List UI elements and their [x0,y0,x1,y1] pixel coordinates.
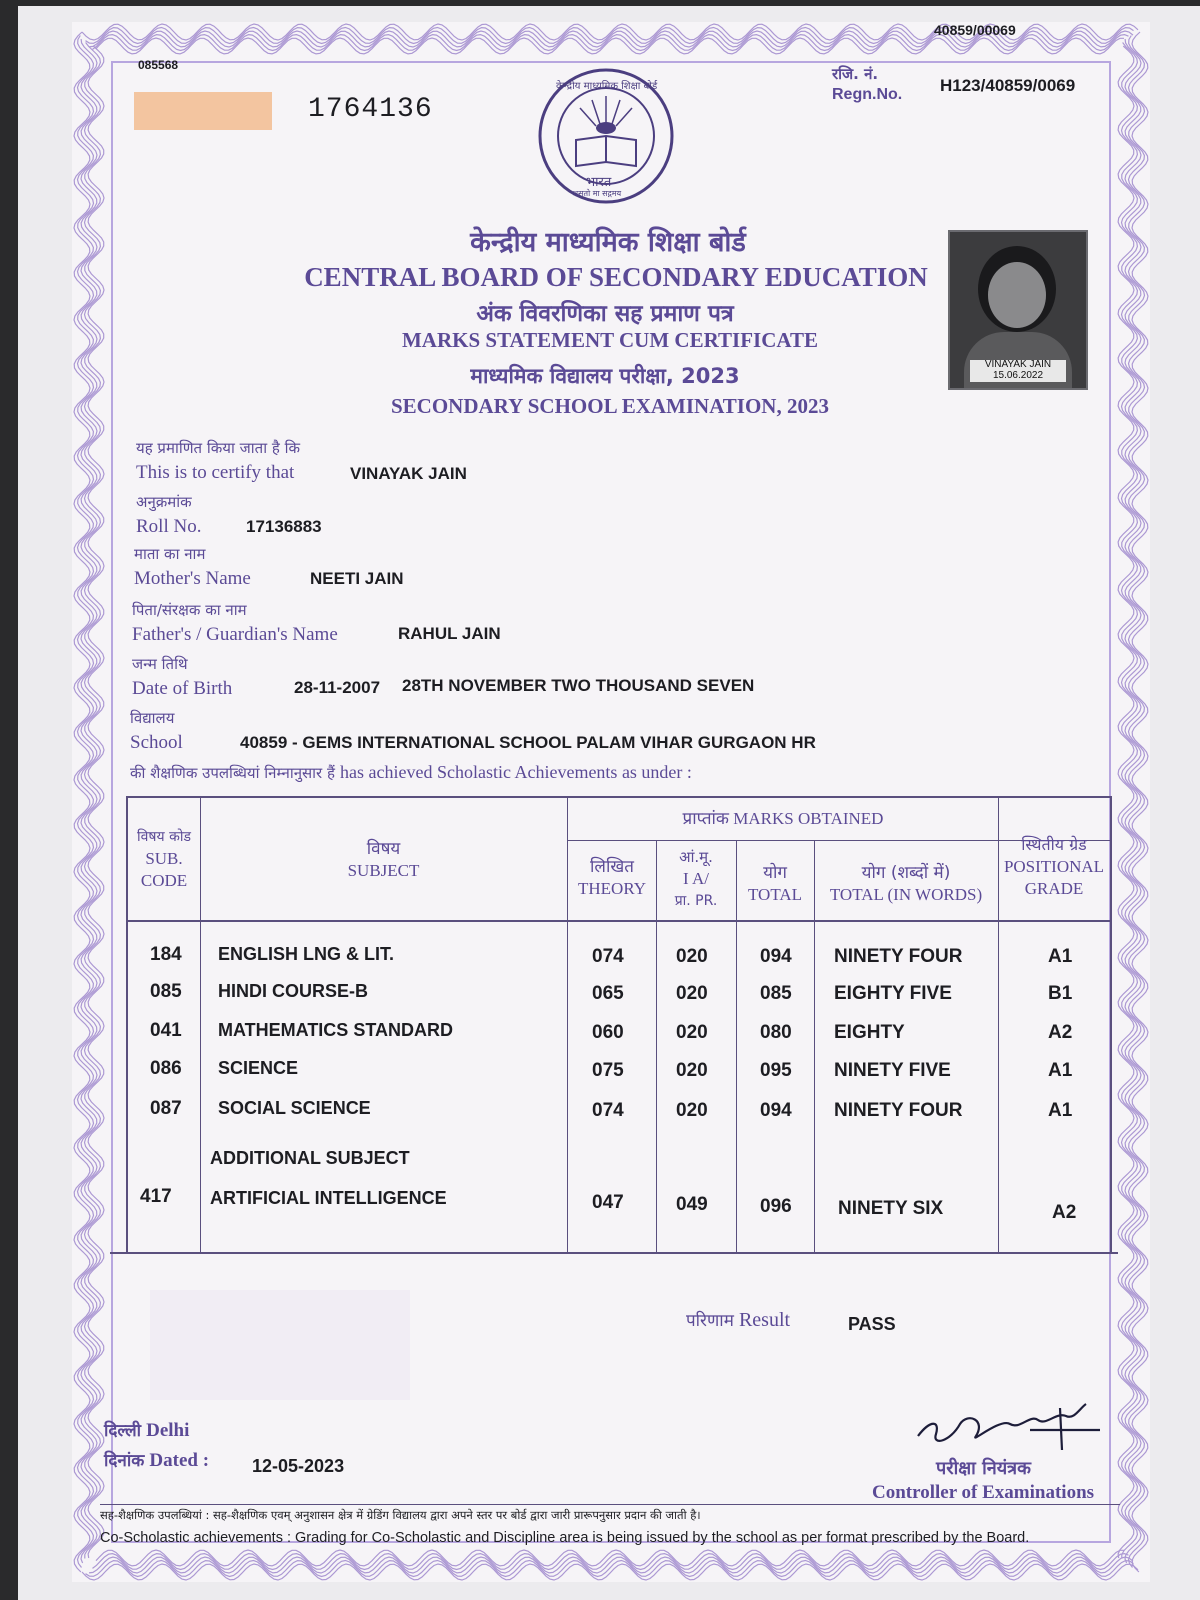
mother-name: NEETI JAIN [310,569,404,588]
dated-value: 12-05-2023 [252,1456,345,1476]
row-theory: 060 [592,1022,624,1043]
mother-label-en: Mother's Name [134,568,251,589]
exam-title-hindi: माध्यमिक विद्यालय परीक्षा, 2023 [470,364,740,388]
student-name: VINAYAK JAIN [350,464,467,483]
row-ia: 020 [676,983,708,1004]
regn-label-hi: रजि. नं. [832,65,879,83]
header-total-words: योग (शब्दों में) TOTAL (IN WORDS) [829,863,983,904]
row-total-words: EIGHTY FIVE [834,983,952,1004]
exam-title-english: SECONDARY SCHOOL EXAMINATION, 2023 [391,394,829,418]
school-label-hi: विद्यालय [130,709,175,727]
row-total-words: NINETY FOUR [834,946,963,967]
father-name: RAHUL JAIN [398,624,501,643]
row-subject: HINDI COURSE-B [218,981,369,1001]
footnote-english: Co-Scholastic achievements : Grading for Co-Scholastic and Discipline area is being issued by the school as per format prescribed by the Board. [100,1530,1030,1546]
board-title-english: CENTRAL BOARD OF SECONDARY EDUCATION [304,262,928,292]
regn-number: H123/40859/0069 [940,76,1076,95]
row-code: 087 [150,1098,182,1119]
row-ia: 020 [676,1060,708,1081]
regn-label-en: Regn.No. [832,86,903,103]
row-total-words: EIGHTY [834,1022,905,1043]
row-total-words: NINETY FIVE [834,1060,951,1081]
row-ia: 020 [676,946,708,967]
photo-caption-name: VINAYAK JAIN [984,359,1052,370]
student-photo [948,230,1088,390]
roll-number: 17136883 [246,517,322,536]
header-grade: स्थितीय ग्रेड POSITIONAL GRADE [1003,835,1105,898]
emblem-ring-text: केन्द्रीय माध्यमिक शिक्षा बोर्ड [556,81,658,92]
row-total-words: NINETY FOUR [834,1100,963,1121]
row-total: 094 [760,1100,792,1121]
controller-title-en: Controller of Examinations [872,1482,1095,1503]
school-name: 40859 - GEMS INTERNATIONAL SCHOOL PALAM VIHAR GURGAON HR [240,733,816,752]
roll-label-en: Roll No. [136,516,202,537]
header-total: योग TOTAL [747,863,803,904]
mother-label-hi: माता का नाम [134,545,206,563]
controller-title-hi: परीक्षा नियंत्रक [936,1458,1031,1479]
header-code: विषय कोड SUB. CODE [137,829,191,890]
serial-small: 085568 [138,58,179,72]
additional-total: 096 [760,1196,792,1217]
top-reference-number: 40859/00069 [934,22,1016,38]
certify-label-hi: यह प्रमाणित किया जाता है कि [136,439,300,457]
roll-label-hi: अनुक्रमांक [136,493,192,511]
footnote-divider [100,1504,1120,1505]
row-total: 085 [760,983,792,1004]
row-ia: 020 [676,1022,708,1043]
row-grade: A2 [1048,1022,1073,1043]
row-total: 080 [760,1022,792,1043]
row-subject: SOCIAL SCIENCE [218,1098,371,1118]
row-grade: A1 [1048,1060,1073,1081]
additional-grade: A2 [1052,1202,1077,1223]
dob-label-hi: जन्म तिथि [132,655,188,673]
achievement-statement [130,762,692,783]
additional-theory: 047 [592,1192,624,1213]
row-code: 041 [150,1020,182,1041]
photo-caption-date: 15.06.2022 [992,370,1044,381]
school-label-en: School [130,732,183,753]
header-subject: विषय SUBJECT [347,839,420,880]
additional-subject: ARTIFICIAL INTELLIGENCE [210,1188,447,1208]
achieved-en: has achieved Scholastic Achievements as under : [340,762,692,782]
row-theory: 074 [592,946,624,967]
emblem-bottom-text: भारत [586,175,612,190]
row-code: 184 [150,944,182,965]
controller-signature [910,1390,1110,1460]
board-title-hindi: केन्द्रीय माध्यमिक शिक्षा बोर्ड [470,227,746,258]
additional-total-words: NINETY SIX [838,1198,944,1219]
additional-code: 417 [140,1186,172,1207]
dob-words: 28TH NOVEMBER TWO THOUSAND SEVEN [402,676,755,695]
row-ia: 020 [676,1100,708,1121]
footnote-hindi: सह-शैक्षणिक उपलब्धियां : सह-शैक्षणिक एवम् अनुशासन क्षेत्र में ग्रेडिंग विद्यालय द्वारा अपने स्तर पर बोर्ड द्वारा जारी प्रारूपनुसार प्रदान की जाती है। [100,1508,701,1522]
row-grade: A1 [1048,946,1073,967]
dob-value: 28-11-2007 [294,678,381,697]
row-grade: A1 [1048,1100,1073,1121]
row-subject: ENGLISH LNG & LIT. [218,944,395,964]
row-theory: 075 [592,1060,624,1081]
header-marks-obtained: प्राप्तांक MARKS OBTAINED [682,809,884,828]
row-theory: 074 [592,1100,624,1121]
certificate-title-hindi: अंक विवरणिका सह प्रमाण पत्र [476,301,734,327]
emblem-motto: असतो मा सद्गमय [572,189,622,198]
row-theory: 065 [592,983,624,1004]
row-subject: MATHEMATICS STANDARD [218,1020,453,1040]
additional-subject-label: ADDITIONAL SUBJECT [210,1148,410,1168]
row-grade: B1 [1048,983,1073,1004]
place-label: दिल्ली Delhi [104,1420,190,1441]
dob-label-en: Date of Birth [132,678,233,699]
faint-school-stamp [150,1290,410,1400]
row-total: 094 [760,946,792,967]
row-code: 085 [150,981,182,1002]
certify-label-en: This is to certify that [136,462,295,483]
serial-number: 1764136 [308,94,433,125]
result-label: परिणाम Result [686,1309,791,1331]
row-code: 086 [150,1058,182,1079]
additional-ia: 049 [676,1194,708,1215]
certificate-title-english: MARKS STATEMENT CUM CERTIFICATE [401,328,818,352]
dated-label: दिनांक Dated : [104,1450,210,1471]
achieved-hi: की शैक्षणिक उपलब्धियां निम्नानुसार हैं [130,764,335,782]
row-total: 095 [760,1060,792,1081]
header-theory: लिखित THEORY [578,857,646,898]
father-label-en: Father's / Guardian's Name [132,624,338,645]
header-internal-assessment: आं.मू. I A/ प्रा. PR. [674,848,718,909]
result-value: PASS [848,1314,896,1334]
father-label-hi: पिता/संरक्षक का नाम [132,601,247,619]
orange-stamp [134,92,272,130]
row-subject: SCIENCE [218,1058,299,1078]
